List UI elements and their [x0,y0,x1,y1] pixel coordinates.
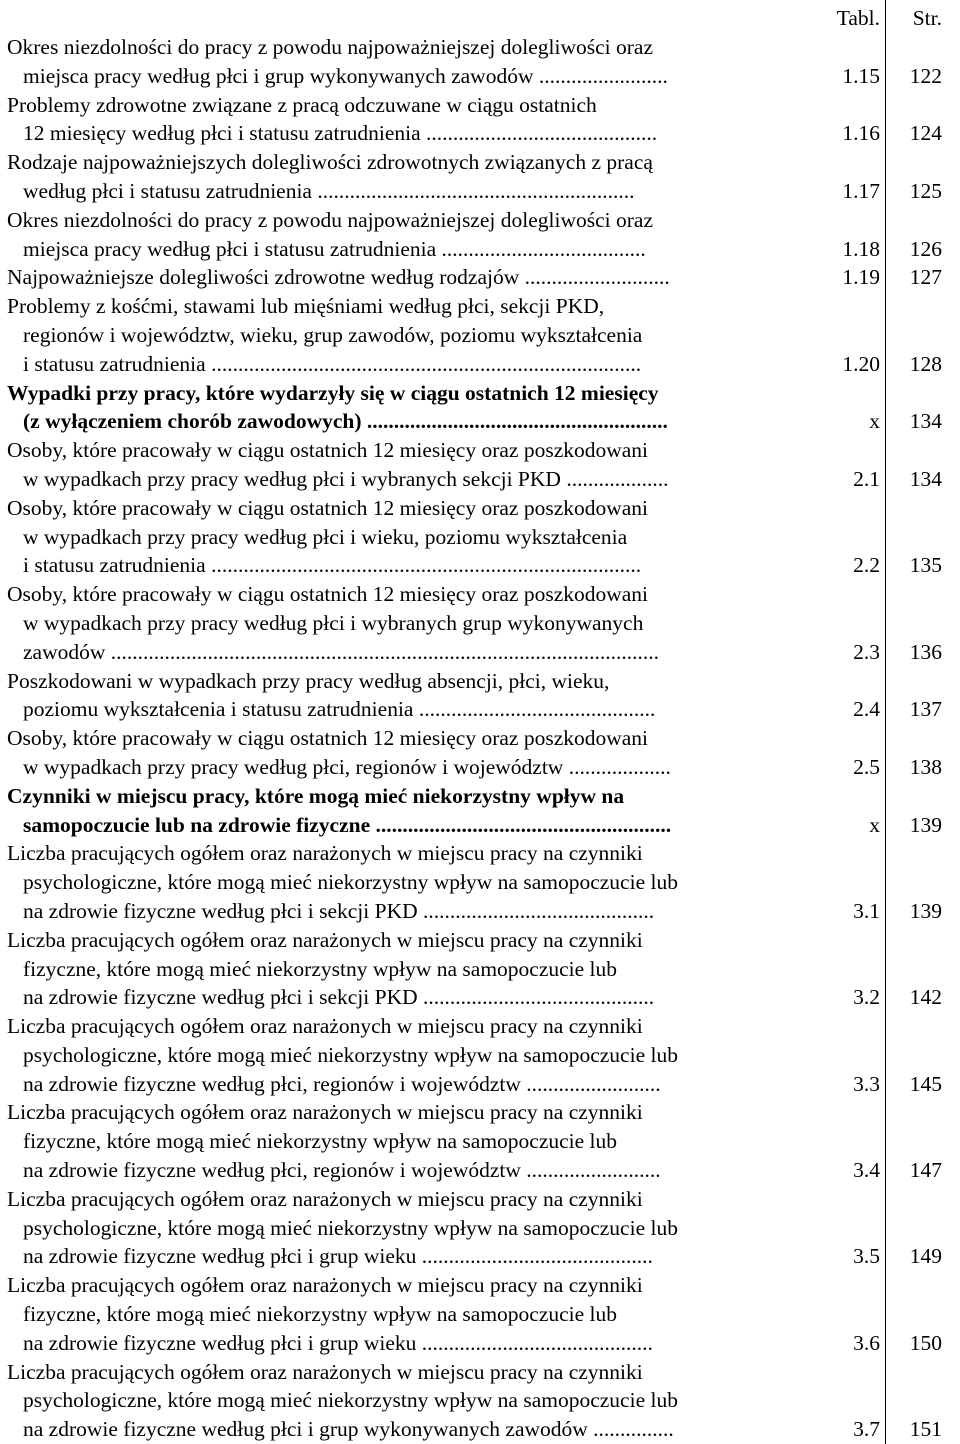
entry-page-number: 138 [909,754,942,779]
entry-title-line: w wypadkach przy pracy według płci i wybranych grup wykonywanych [23,610,644,635]
entry-table-number: 1.16 [842,121,880,146]
entry-title-line: na zdrowie fizyczne według płci i sekcji PKD ........................................... [23,985,655,1010]
toc-entry[interactable] [0,667,960,725]
toc-entry[interactable] [0,724,960,782]
entry-title-line: Problemy zdrowotne związane z pracą odczuwane w ciągu ostatnich [7,92,597,117]
entry-table-number: 3.3 [853,1071,880,1096]
entry-title-line: miejsca pracy według płci i grup wykonywanych zawodów ........................ [23,63,668,88]
toc-entry[interactable] [0,1358,960,1444]
entry-title-line: psychologiczne, które mogą mieć niekorzystny wpływ na samopoczucie lub [23,870,678,895]
entry-title-line: Liczba pracujących ogółem oraz narażonych w miejscu pracy na czynniki [7,927,643,952]
entry-page-number: 151 [909,1417,942,1442]
entry-title [0,292,797,378]
toc-entry[interactable] [0,148,960,206]
toc-entry[interactable] [0,263,960,292]
entry-title-line: fizyczne, które mogą mieć niekorzystny wpływ na samopoczucie lub [23,1129,618,1154]
entry-page-number: 142 [909,985,942,1010]
entry-page-number: 124 [909,121,942,146]
entry-title [0,263,797,292]
entry-title-line: 12 miesięcy według płci i statusu zatrudnienia ........................................... [23,121,658,146]
entry-title-line: (z wyłączeniem chorób zawodowych) ........................................................ [23,409,668,434]
entry-title-line: Liczba pracujących ogółem oraz narażonych w miejscu pracy na czynniki [7,1014,643,1039]
entry-title [0,1098,797,1184]
entry-title [0,1271,797,1357]
entry-table-number: 1.17 [842,178,880,203]
toc-entry[interactable] [0,494,960,580]
entry-title-line: na zdrowie fizyczne według płci, regionów i województw ......................... [23,1158,661,1183]
entry-title-line: i statusu zatrudnienia ................................................................................ [23,553,642,578]
entry-table-number: 3.2 [853,985,880,1010]
entry-title-line: Okres niezdolności do pracy z powodu najpoważniejszej dolegliwości oraz [7,35,653,59]
entry-title-line: fizyczne, które mogą mieć niekorzystny wpływ na samopoczucie lub [23,956,618,981]
entry-title-line: psychologiczne, które mogą mieć niekorzystny wpływ na samopoczucie lub [23,1042,678,1067]
toc-entry[interactable] [0,1271,960,1357]
toc-header [0,0,960,33]
entry-page-number: 128 [909,351,942,376]
entry-title-line: Wypadki przy pracy, które wydarzyły się w ciągu ostatnich 12 miesięcy [7,380,659,405]
entry-title-line: Liczba pracujących ogółem oraz narażonych w miejscu pracy na czynniki [7,1100,643,1125]
entry-page-number: 137 [909,697,942,722]
entry-page-number: 126 [909,236,942,261]
entry-page-number: 135 [909,553,942,578]
entry-title-line: Poszkodowani w wypadkach przy pracy według absencji, płci, wieku, [7,668,610,693]
toc-entry[interactable] [0,91,960,149]
entry-title-line: w wypadkach przy pracy według płci, regionów i województw ................... [23,754,671,779]
entry-title-line: Osoby, które pracowały w ciągu ostatnich 12 miesięcy oraz poszkodowani [7,726,649,751]
entry-page-number: 122 [909,63,942,88]
entry-title [0,580,797,666]
entry-title-line: według płci i statusu zatrudnienia ........................................................... [23,178,635,203]
entry-title [0,1185,797,1271]
toc-entries [0,33,960,1444]
entry-title [0,436,797,494]
entry-table-number: 1.15 [842,63,880,88]
entry-title [0,379,797,437]
entry-title [0,667,797,725]
entry-title-line: Najpoważniejsze dolegliwości zdrowotne według rodzajów ........................... [7,265,670,290]
entry-title [0,494,797,580]
entry-table-number: 2.1 [853,466,880,491]
str-column-header: Str. [912,6,942,30]
toc-entry[interactable] [0,580,960,666]
entry-title-line: miejsca pracy według płci i statusu zatrudnienia ...................................... [23,236,646,261]
entry-title-line: Liczba pracujących ogółem oraz narażonych w miejscu pracy na czynniki [7,1273,643,1298]
entry-table-number: 1.20 [842,351,880,376]
entry-title [0,91,797,149]
entry-title [0,1358,797,1444]
entry-title [0,724,797,782]
entry-table-number: 2.4 [853,697,880,722]
toc-entry[interactable] [0,839,960,925]
entry-title [0,1012,797,1098]
entry-page-number: 150 [909,1330,942,1355]
entry-title-line: regionów i województw, wieku, grup zawodów, poziomu wykształcenia [23,322,643,347]
entry-title-line: Problemy z kośćmi, stawami lub mięśniami według płci, sekcji PKD, [7,294,605,319]
entry-page-number: 145 [909,1071,942,1096]
entry-page-number: 147 [909,1158,942,1183]
entry-page-number: 134 [909,409,942,434]
entry-title-line: Czynniki w miejscu pracy, które mogą mieć niekorzystny wpływ na [7,783,625,808]
toc-entry[interactable] [0,1098,960,1184]
entry-page-number: 134 [909,466,942,491]
toc-entry[interactable] [0,206,960,264]
entry-title [0,782,797,840]
entry-title-line: Liczba pracujących ogółem oraz narażonych w miejscu pracy na czynniki [7,1186,643,1211]
entry-title-line: psychologiczne, które mogą mieć niekorzystny wpływ na samopoczucie lub [23,1388,678,1413]
toc-entry[interactable] [0,379,960,437]
entry-title-line: w wypadkach przy pracy według płci i wybranych sekcji PKD ................... [23,466,669,491]
entry-table-number: 3.6 [853,1330,880,1355]
entry-table-number: 2.3 [853,639,880,664]
toc-entry[interactable] [0,436,960,494]
toc-entry[interactable] [0,1185,960,1271]
entry-title-line: na zdrowie fizyczne według płci i sekcji PKD ........................................... [23,898,655,923]
entry-title-line: Osoby, które pracowały w ciągu ostatnich 12 miesięcy oraz poszkodowani [7,495,649,520]
entry-title-line: fizyczne, które mogą mieć niekorzystny wpływ na samopoczucie lub [23,1302,618,1327]
entry-title [0,148,797,206]
entry-title-line: Okres niezdolności do pracy z powodu najpoważniejszej dolegliwości oraz [7,207,653,232]
entry-title [0,206,797,264]
entry-title-line: Rodzaje najpoważniejszych dolegliwości zdrowotnych związanych z pracą [7,150,653,175]
entry-table-number: 3.5 [853,1244,880,1269]
entry-page-number: 139 [909,812,942,837]
entry-table-number: 1.18 [842,236,880,261]
entry-title [0,33,797,91]
entry-page-number: 149 [909,1244,942,1269]
entry-title-line: w wypadkach przy pracy według płci i wieku, poziomu wykształcenia [23,524,628,549]
entry-title-line: psychologiczne, które mogą mieć niekorzystny wpływ na samopoczucie lub [23,1215,678,1240]
entry-page-number: 127 [909,265,942,290]
entry-title-line: Liczba pracujących ogółem oraz narażonych w miejscu pracy na czynniki [7,1359,643,1384]
entry-title-line: na zdrowie fizyczne według płci, regionów i województw ......................... [23,1071,661,1096]
entry-title-line: Osoby, które pracowały w ciągu ostatnich 12 miesięcy oraz poszkodowani [7,438,649,463]
entry-title-line: na zdrowie fizyczne według płci i grup wieku ........................................... [23,1244,653,1269]
entry-table-number: 1.19 [842,265,880,290]
entry-page-number: 139 [909,898,942,923]
entry-table-number: 2.5 [853,754,880,779]
entry-title-line: i statusu zatrudnienia ................................................................................ [23,351,642,376]
entry-title-line: na zdrowie fizyczne według płci i grup wykonywanych zawodów ............... [23,1417,674,1442]
entry-table-number: 2.2 [853,553,880,578]
toc-entry[interactable] [0,1012,960,1098]
entry-table-number: 3.7 [853,1417,880,1442]
entry-title-line: zawodów ...................................................................................................... [23,639,660,664]
entry-title-line: Liczba pracujących ogółem oraz narażonych w miejscu pracy na czynniki [7,841,643,866]
entry-table-number: x [869,409,880,434]
entry-page-number: 125 [909,178,942,203]
entry-title-line: Osoby, które pracowały w ciągu ostatnich 12 miesięcy oraz poszkodowani [7,582,649,607]
entry-title [0,926,797,1012]
entry-table-number: x [869,812,880,837]
entry-page-number: 136 [909,639,942,664]
toc-entry[interactable] [0,292,960,378]
entry-title-line: samopoczucie lub na zdrowie fizyczne ....................................................... [23,812,672,837]
toc-entry[interactable] [0,782,960,840]
entry-table-number: 3.1 [853,898,880,923]
toc-entry[interactable] [0,926,960,1012]
entry-table-number: 3.4 [853,1158,880,1183]
toc-entry[interactable] [0,33,960,91]
entry-title-line: poziomu wykształcenia i statusu zatrudnienia ............................................ [23,697,656,722]
entry-title [0,839,797,925]
tabl-column-header: Tabl. [836,6,880,30]
entry-title-line: na zdrowie fizyczne według płci i grup wieku ........................................... [23,1330,653,1355]
